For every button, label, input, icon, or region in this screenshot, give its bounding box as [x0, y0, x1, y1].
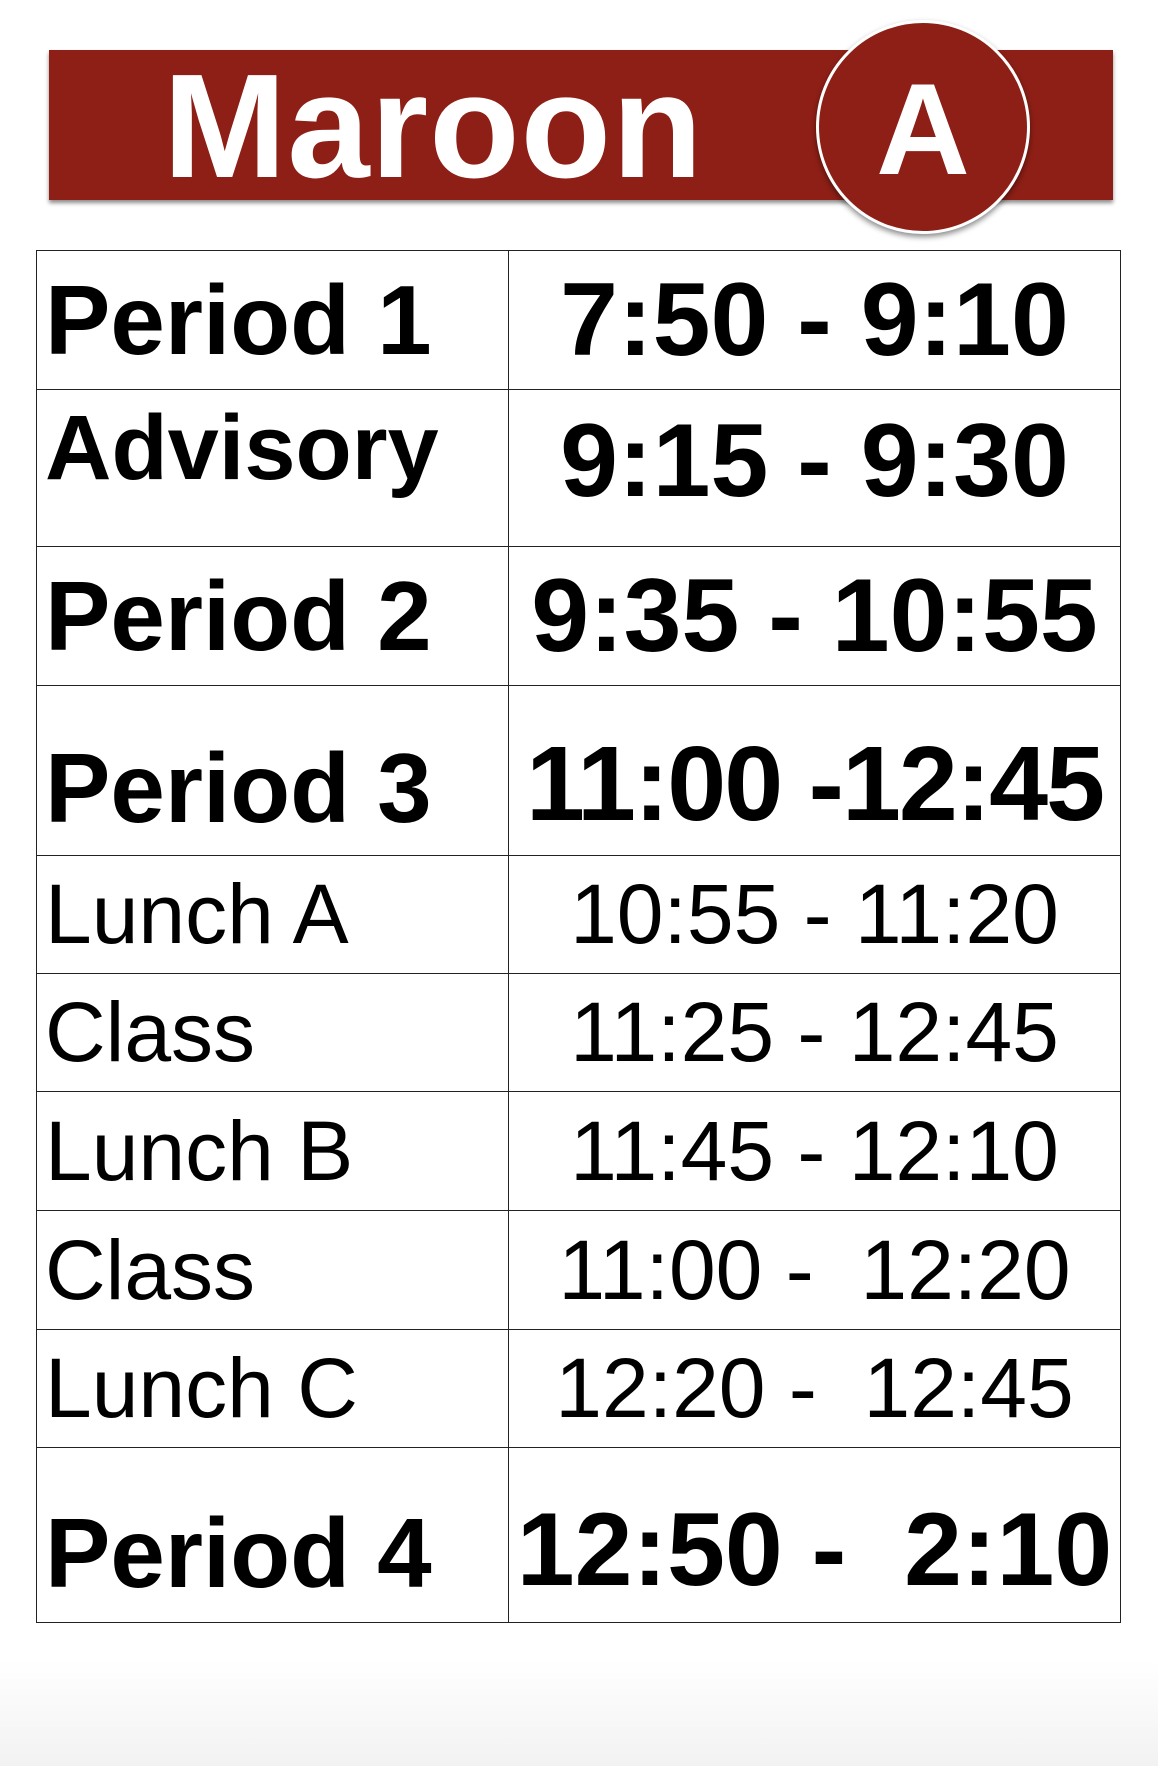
- period-label: Lunch A: [37, 856, 509, 974]
- period-label: Period 3: [37, 686, 509, 856]
- table-row: [37, 1448, 1121, 1623]
- table-row: [37, 547, 1121, 686]
- table-row: [37, 974, 1121, 1092]
- period-time: 10:55 - 11:20: [509, 856, 1121, 974]
- period-label: Advisory: [37, 390, 509, 547]
- banner-title: Maroon: [163, 44, 704, 209]
- table-row: [37, 1211, 1121, 1330]
- letter-badge: [816, 20, 1030, 234]
- period-label: Lunch B: [37, 1092, 509, 1211]
- period-time: 12:50 - 2:10: [509, 1448, 1121, 1623]
- period-time: 9:35 - 10:55: [509, 547, 1121, 686]
- period-time: 12:20 - 12:45: [509, 1330, 1121, 1448]
- table-row: [37, 686, 1121, 856]
- period-time: 11:00 - 12:20: [509, 1211, 1121, 1330]
- period-time: 11:00 -12:45: [509, 686, 1121, 856]
- period-time: 7:50 - 9:10: [509, 251, 1121, 390]
- badge-letter: A: [876, 56, 970, 202]
- period-label: Lunch C: [37, 1330, 509, 1448]
- table-row: [37, 856, 1121, 974]
- period-label: Period 1: [37, 251, 509, 390]
- period-label: Period 2: [37, 547, 509, 686]
- table-row: [37, 1092, 1121, 1211]
- period-time: 9:15 - 9:30: [509, 390, 1121, 547]
- period-time: 11:25 - 12:45: [509, 974, 1121, 1092]
- period-time: 11:45 - 12:10: [509, 1092, 1121, 1211]
- schedule-table: [36, 250, 1121, 1623]
- period-label: Period 4: [37, 1448, 509, 1623]
- period-label: Class: [37, 1211, 509, 1330]
- table-row: [37, 1330, 1121, 1448]
- table-row: [37, 251, 1121, 390]
- period-label: Class: [37, 974, 509, 1092]
- table-row: [37, 390, 1121, 547]
